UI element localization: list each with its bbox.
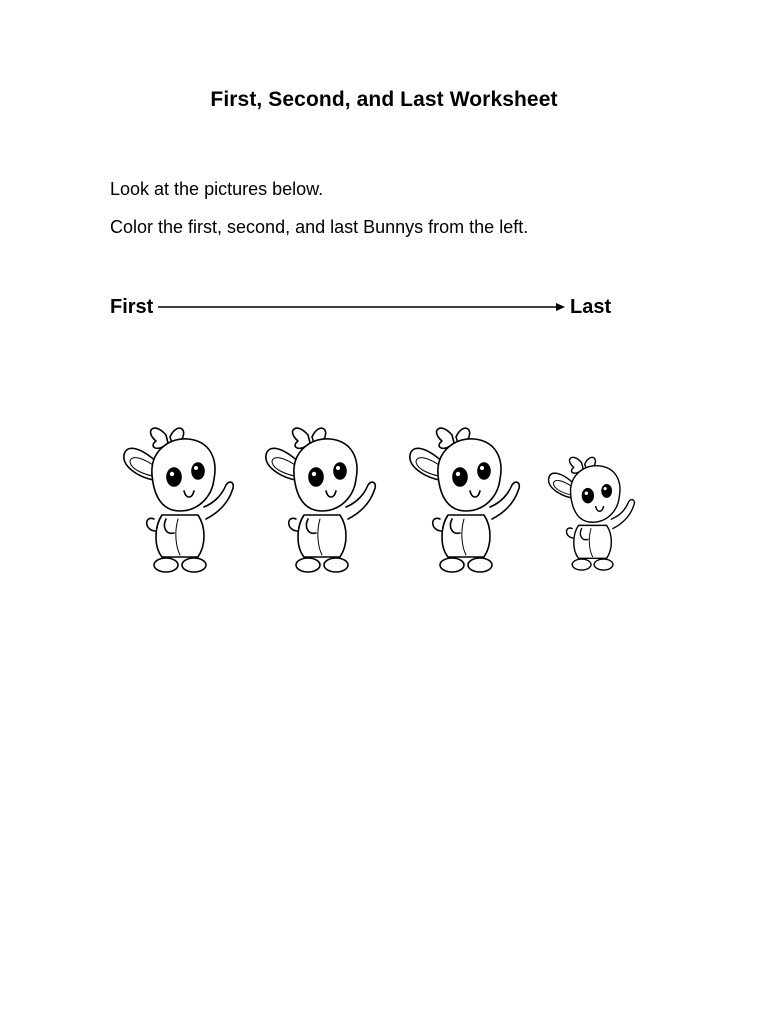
right-arrow-icon xyxy=(158,300,566,314)
first-label: First xyxy=(110,296,154,318)
worksheet-title: First, Second, and Last Worksheet xyxy=(210,88,558,111)
bunny-icon xyxy=(404,415,524,577)
bunny-icon xyxy=(260,415,380,577)
bunny-row xyxy=(108,415,658,580)
bunny-1 xyxy=(118,415,238,577)
bunny-icon xyxy=(118,415,238,577)
last-label: Last xyxy=(570,296,612,318)
bunny-icon xyxy=(544,447,638,574)
instruction-look: Look at the pictures below. xyxy=(110,179,324,199)
bunny-4 xyxy=(544,447,638,574)
instruction-color: Color the first, second, and last Bunnys from the left. xyxy=(110,217,529,237)
bunny-3 xyxy=(404,415,524,577)
bunny-2 xyxy=(260,415,380,577)
direction-indicator xyxy=(110,294,620,322)
